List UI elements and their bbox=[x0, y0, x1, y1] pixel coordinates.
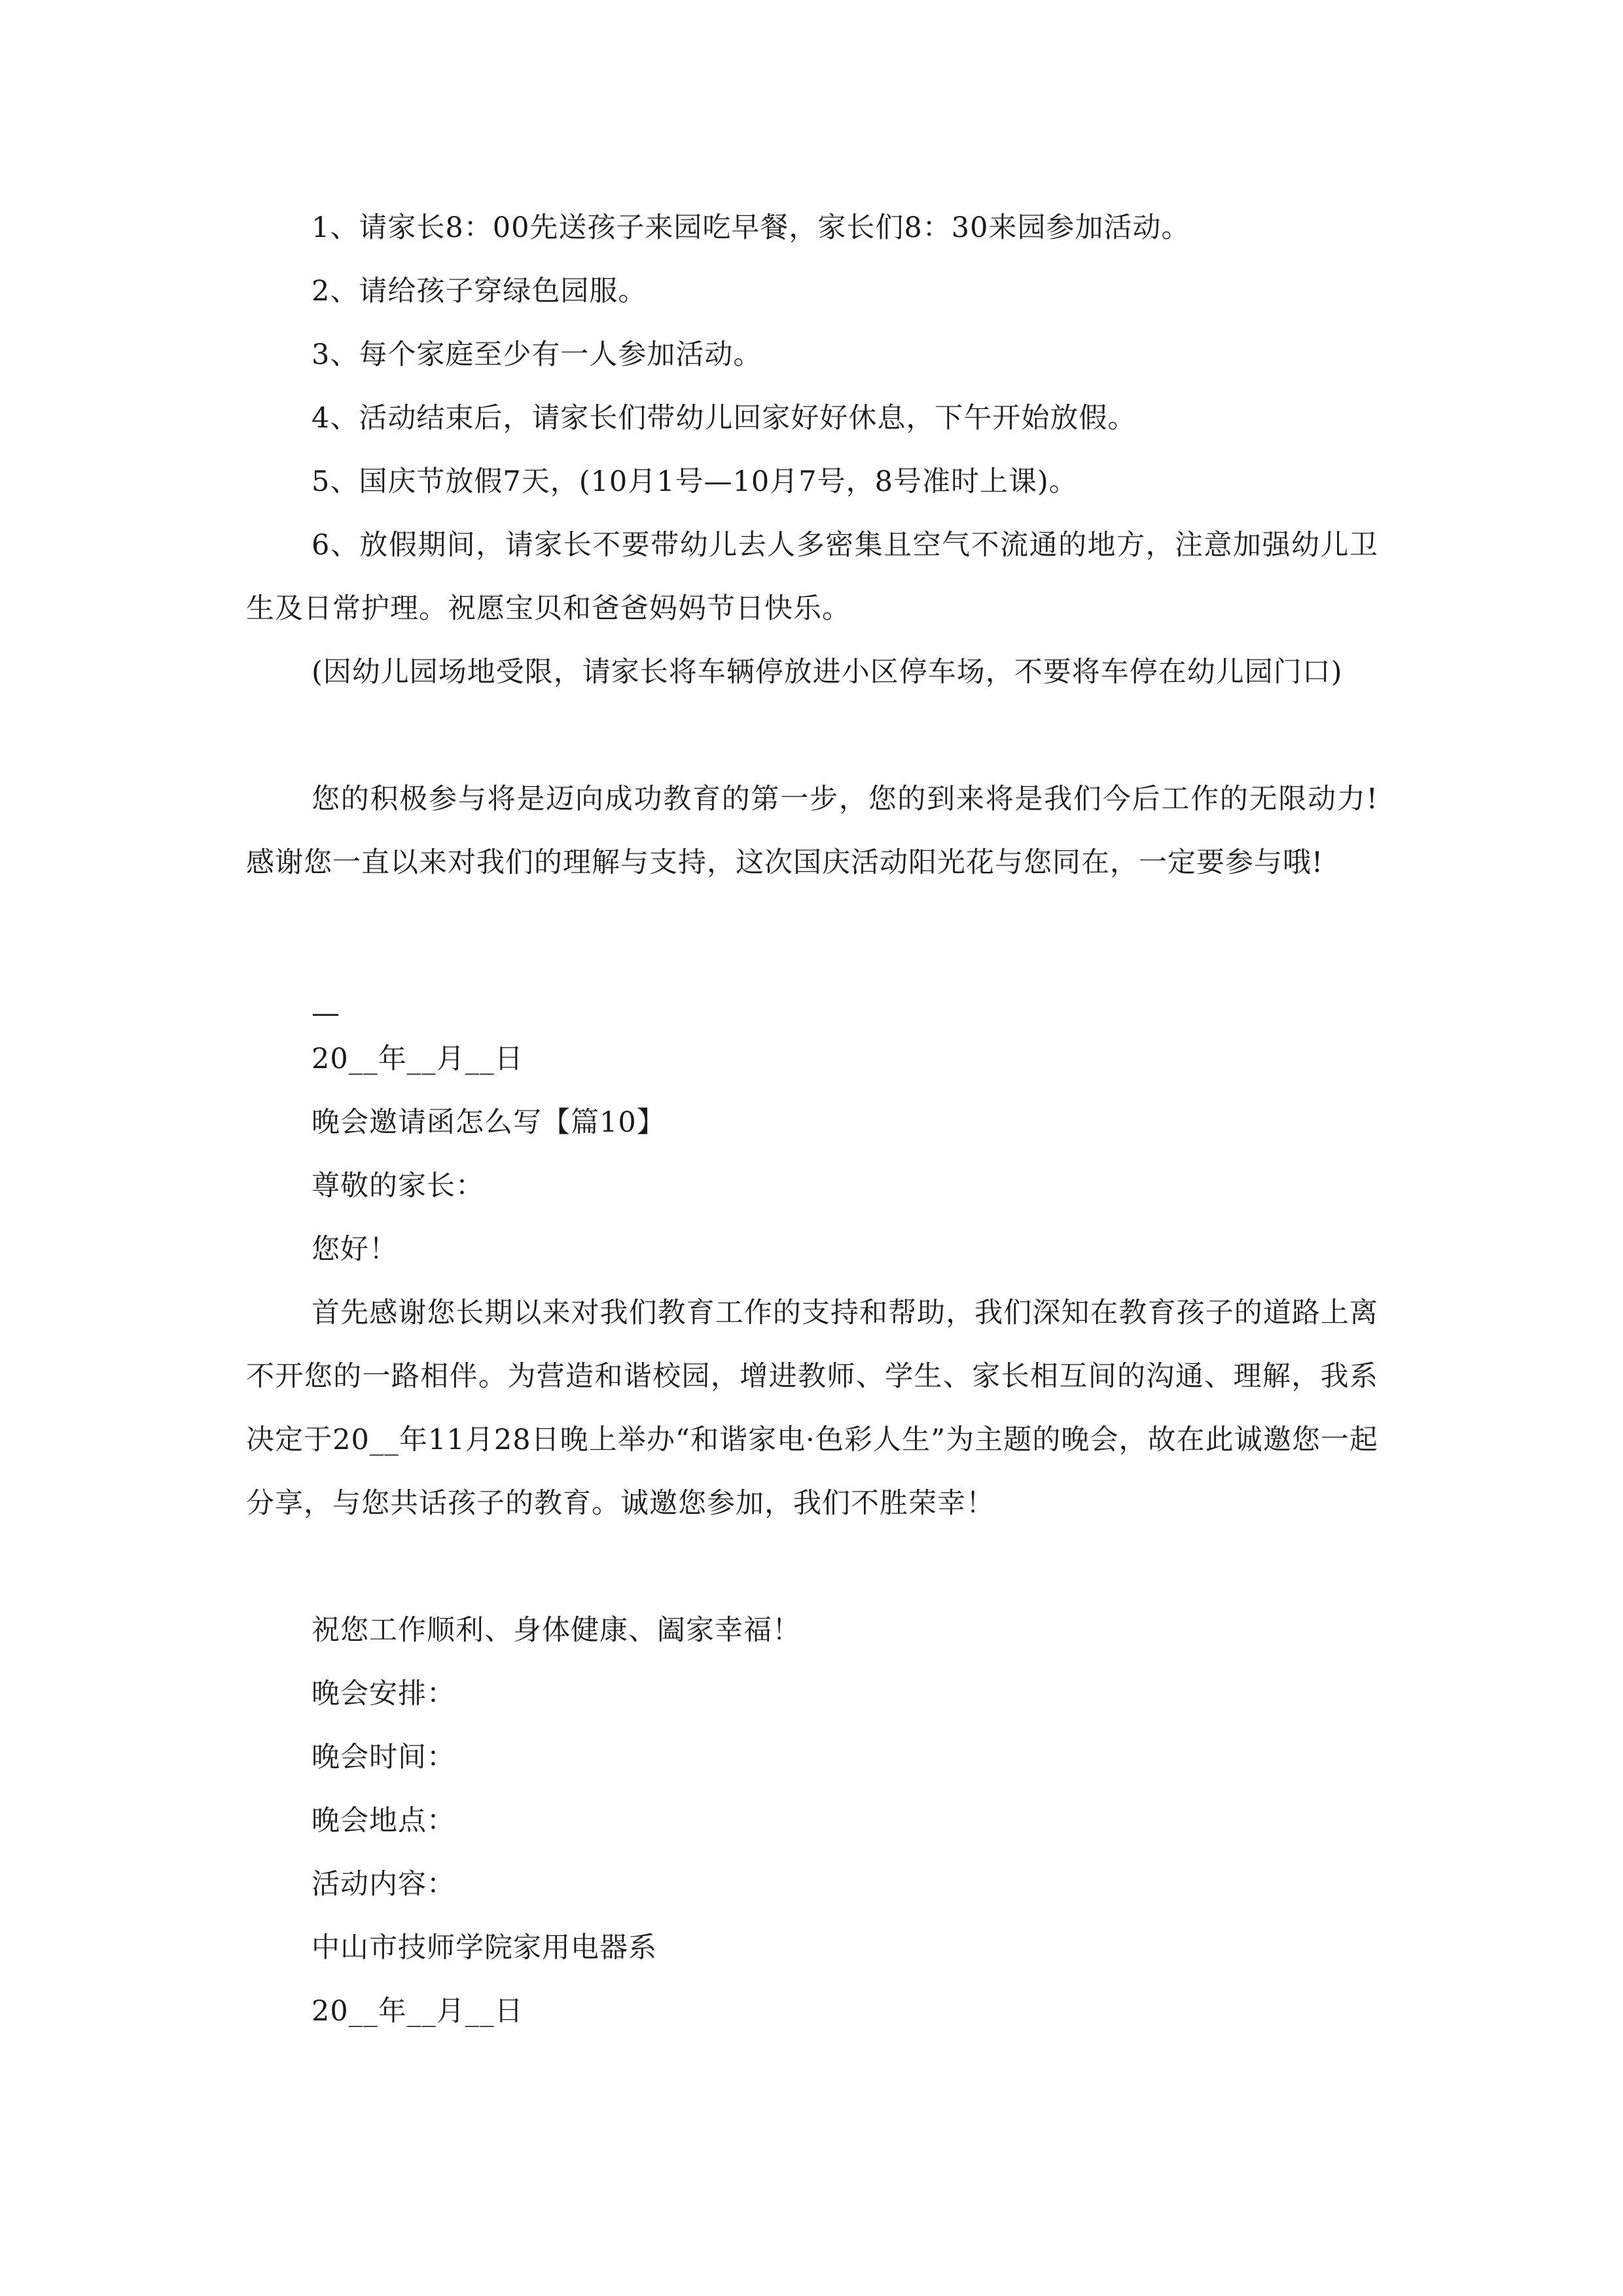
notice-item-3: 3、每个家庭至少有一人参加活动。 bbox=[312, 338, 762, 371]
content-label: 活动内容： bbox=[312, 1868, 455, 1901]
arrangement-label: 晚会安排： bbox=[312, 1677, 455, 1710]
date-line-1: 20__年__月__日 bbox=[312, 1043, 524, 1075]
time-label: 晚会时间： bbox=[312, 1741, 455, 1774]
notice-item-2: 2、请给孩子穿绿色园服。 bbox=[312, 275, 647, 308]
salutation: 尊敬的家长： bbox=[312, 1170, 484, 1202]
section-title: 晚会邀请函怎么写【篇10】 bbox=[312, 1106, 666, 1139]
notice-item-6: 6、放假期间，请家长不要带幼儿去人多密集且空气不流通的地方，注意加强幼儿卫生及日常护理。祝愿宝贝和爸爸妈妈节日快乐。 bbox=[246, 529, 1378, 625]
signature-line: 中山市技师学院家用电器系 bbox=[312, 1931, 657, 1964]
notice-item-4: 4、活动结束后，请家长们带幼儿回家好好休息，下午开始放假。 bbox=[312, 402, 1137, 435]
invitation-paragraph: 首先感谢您长期以来对我们教育工作的支持和帮助，我们深知在教育孩子的道路上离不开您的一路相伴。为营造和谐校园，增进教师、学生、家长相互间的沟通、理解，我系决定于20__年11月28日晚上举办“和谐家电·色彩人生”为主题的晚会，故在此诚邀您一起分享，与您共话孩子的教育。诚邀您参加，我们不胜荣幸！ bbox=[246, 1297, 1378, 1520]
greeting: 您好！ bbox=[312, 1233, 398, 1266]
place-label: 晚会地点： bbox=[312, 1804, 455, 1837]
date-line-2: 20__年__月__日 bbox=[312, 1995, 524, 2028]
closing-paragraph: 您的积极参与将是迈向成功教育的第一步，您的到来将是我们今后工作的无限动力!感谢您一直以来对我们的理解与支持，这次国庆活动阳光花与您同在，一定要参与哦! bbox=[246, 783, 1378, 879]
notice-item-5: 5、国庆节放假7天，(10月1号—10月7号，8号准时上课)。 bbox=[312, 465, 1078, 498]
wishes-line: 祝您工作顺利、身体健康、阖家幸福！ bbox=[312, 1614, 801, 1647]
parking-note: (因幼儿园场地受限，请家长将车辆停放进小区停车场，不要将车停在幼儿园门口) bbox=[312, 656, 1343, 689]
notice-item-1: 1、请家长8：00先送孩子来园吃早餐，家长们8：30来园参加活动。 bbox=[312, 211, 1190, 244]
dash-line: — bbox=[312, 997, 340, 1030]
